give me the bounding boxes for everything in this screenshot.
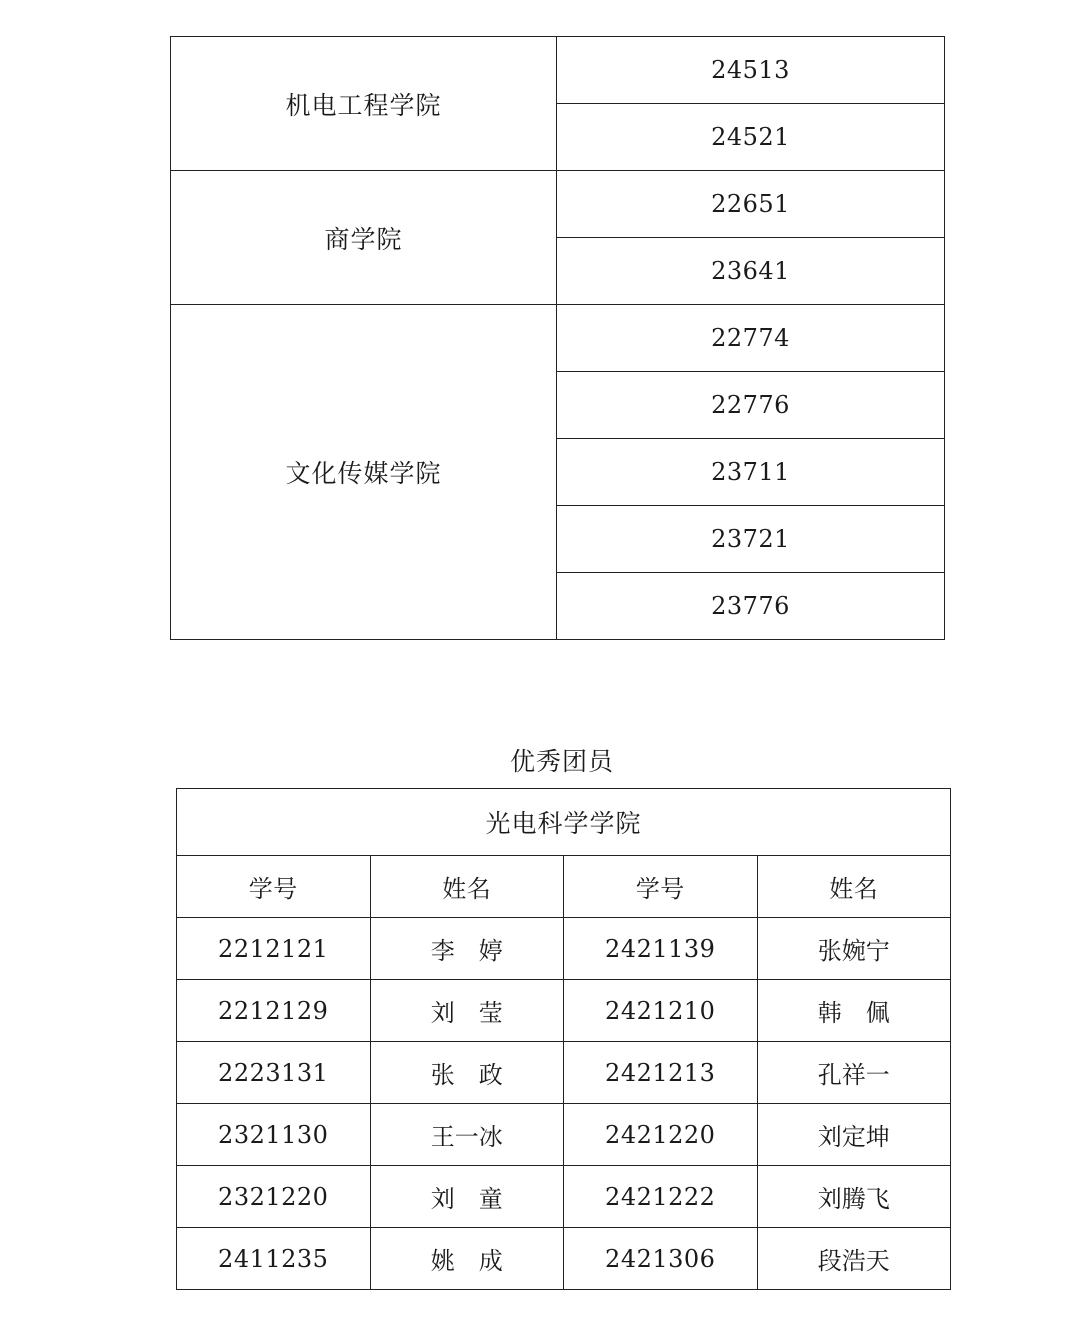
- student-id-cell: 2421222: [564, 1166, 758, 1228]
- table-row: [177, 1042, 951, 1104]
- college-header-row: [177, 789, 951, 856]
- student-name-cell: 刘 童: [370, 1166, 564, 1228]
- class-number-cell: 23641: [557, 238, 945, 305]
- table-row: [171, 305, 945, 372]
- college-cell: 机电工程学院: [171, 37, 557, 171]
- class-number-cell: 22774: [557, 305, 945, 372]
- college-header-cell: 光电科学学院: [177, 789, 951, 856]
- student-name-cell: 刘定坤: [757, 1104, 951, 1166]
- table-row: [177, 1104, 951, 1166]
- student-id-cell: 2212121: [177, 918, 371, 980]
- table-row: [171, 171, 945, 238]
- student-name-cell: 刘 莹: [370, 980, 564, 1042]
- student-id-cell: 2223131: [177, 1042, 371, 1104]
- college-cell: 商学院: [171, 171, 557, 305]
- column-header-name: 姓名: [370, 856, 564, 918]
- class-table: [170, 36, 945, 640]
- student-id-cell: 2321130: [177, 1104, 371, 1166]
- student-id-cell: 2421220: [564, 1104, 758, 1166]
- student-id-cell: 2421210: [564, 980, 758, 1042]
- table-row: [171, 37, 945, 104]
- class-number-cell: 23721: [557, 506, 945, 573]
- members-table: [176, 788, 951, 1290]
- student-id-cell: 2421306: [564, 1228, 758, 1290]
- student-name-cell: 张 政: [370, 1042, 564, 1104]
- student-id-cell: 2411235: [177, 1228, 371, 1290]
- table-row: [177, 1166, 951, 1228]
- table-row: [177, 1228, 951, 1290]
- student-id-cell: 2212129: [177, 980, 371, 1042]
- student-id-cell: 2421139: [564, 918, 758, 980]
- student-name-cell: 段浩天: [757, 1228, 951, 1290]
- section-title: 优秀团员: [509, 747, 614, 776]
- student-id-cell: 2321220: [177, 1166, 371, 1228]
- student-name-cell: 刘腾飞: [757, 1166, 951, 1228]
- table-row: [177, 980, 951, 1042]
- student-name-cell: 王一冰: [370, 1104, 564, 1166]
- class-number-cell: 23711: [557, 439, 945, 506]
- class-number-cell: 22776: [557, 372, 945, 439]
- college-cell: 文化传媒学院: [171, 305, 557, 640]
- student-name-cell: 韩 佩: [757, 980, 951, 1042]
- column-header-row: [177, 856, 951, 918]
- class-number-cell: 24521: [557, 104, 945, 171]
- student-name-cell: 姚 成: [370, 1228, 564, 1290]
- column-header-name: 姓名: [757, 856, 951, 918]
- column-header-student-id: 学号: [564, 856, 758, 918]
- student-id-cell: 2421213: [564, 1042, 758, 1104]
- class-number-cell: 23776: [557, 573, 945, 640]
- student-name-cell: 张婉宁: [757, 918, 951, 980]
- student-name-cell: 李 婷: [370, 918, 564, 980]
- table-row: [177, 918, 951, 980]
- class-number-cell: 24513: [557, 37, 945, 104]
- column-header-student-id: 学号: [177, 856, 371, 918]
- class-number-cell: 22651: [557, 171, 945, 238]
- student-name-cell: 孔祥一: [757, 1042, 951, 1104]
